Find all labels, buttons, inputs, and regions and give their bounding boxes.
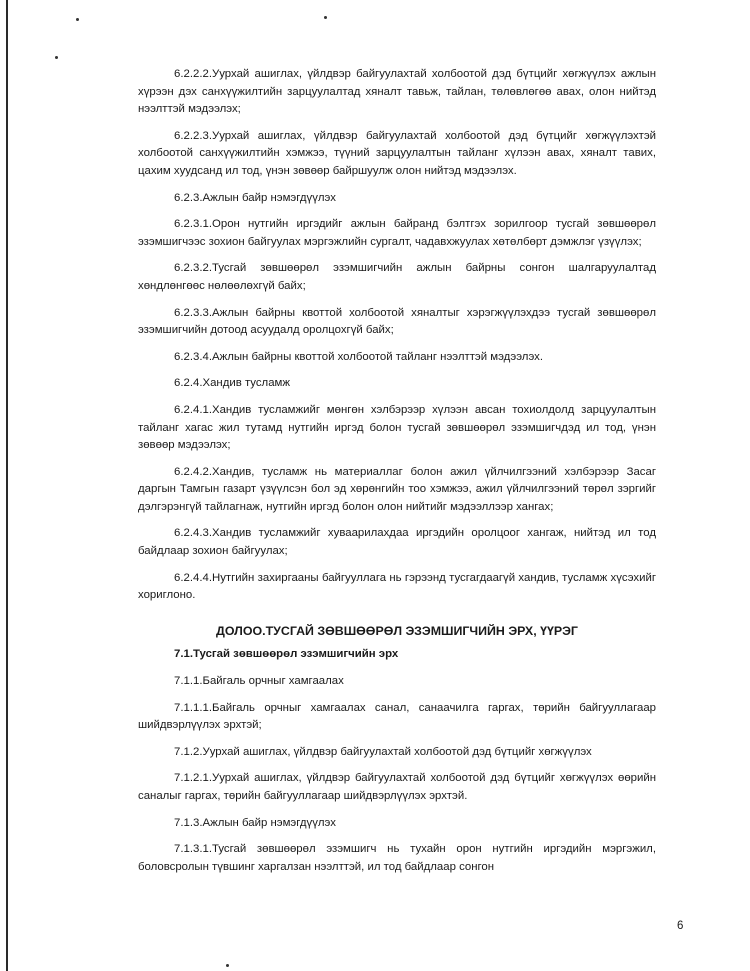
clause-6-2-3-4: 6.2.3.4.Ажлын байрны квоттой холбоотой тайланг нээлттэй мэдээлэх. [174,350,543,363]
clause-heading-6-2-3: 6.2.3.Ажлын байр нэмэгдүүлэх [174,191,336,204]
clause-7-1-3-1: 7.1.3.1.Тусгай зөвшөөрөл эзэмшигч нь тухайн орон нутгийн иргэдийн мэргэжил, боловсролын түвшинг харгалзан нээлттэй, ил тод байдлаар сонгон [138,843,656,873]
document-page [138,66,656,885]
scan-speck [55,56,58,59]
clause-6-2-3-1: 6.2.3.1.Орон нутгийн иргэдийг ажлын байранд бэлтгэх зорилгоор тусгай зөвшөөрөл эзэмшигчээс зохион байгуулах мэргэжлийн сургалт, чадавхжуулах хөтөлбөрт дэмжлэг үзүүлэх; [138,218,656,248]
section-title: 7.1.Тусгай зөвшөөрөл эзэмшигчийн эрх [174,648,399,661]
clause-heading-7-1-1: 7.1.1.Байгаль орчныг хамгаалах [174,675,344,688]
scan-speck [76,18,79,21]
clause-6-2-3-3: 6.2.3.3.Ажлын байрны квоттой холбоотой хяналтыг хэрэгжүүлэхдээ тусгай зөвшөөрөл эзэмшигчийн дотоод асуудалд оролцохгүй байх; [138,306,656,337]
clause-heading-6-2-4: 6.2.4.Хандив тусламж [174,377,290,390]
scan-speck [324,16,327,19]
clause-6-2-3-2: 6.2.3.2.Тусгай зөвшөөрөл эзэмшигчийн ажлын байрны сонгон шалгаруулалтад хөндлөнгөөс нөлөөлөхгүй байх; [138,262,656,292]
page-number: 6 [677,920,684,932]
scan-border-line [6,0,8,971]
clause-6-2-2-3: 6.2.2.3.Уурхай ашиглах, үйлдвэр байгуулахтай холбоотой дэд бүтцийг хөгжүүлэхтэй холбоотой санхүүжилтийн хэмжээ, түүний зарцуулалтын тайланг хүлээн авах, хяналт тавих, цахим хуудсанд ил тод, үнэн зөвөөр байршуулж олон нийтэд мэдээлэх. [138,129,656,177]
chapter-title: ДОЛОО.ТУСГАЙ ЗӨВШӨӨРӨЛ ЭЗЭМШИГЧИЙН ЭРХ, ҮҮРЭГ [216,623,578,638]
clause-6-2-4-2: 6.2.4.2.Хандив, тусламж нь материаллаг болон ажил үйлчилгээний хэлбэрээр Засаг даргын Тамгын газарт үзүүлсэн бол эд хөрөнгийн тоо хэмжээ, ажил үйлчилгээний төрөл зэргийг дэлгэрэнгүй тайлагнаж, нутгийн иргэд болон олон нийтийг мэдээллээр хангах; [138,465,656,513]
clause-heading-7-1-3: 7.1.3.Ажлын байр нэмэгдүүлэх [174,816,336,829]
clause-6-2-4-3: 6.2.4.3.Хандив тусламжийг хуваарилахдаа иргэдийн оролцоог хангаж, нийтэд ил тод байдлаар зохион байгуулах; [138,527,656,558]
clause-7-1-1-1: 7.1.1.1.Байгаль орчныг хамгаалах санал, санаачилга гаргах, төрийн байгууллагаар шийдвэрлүүлэх эрхтэй; [138,701,656,732]
clause-6-2-2-2: 6.2.2.2.Уурхай ашиглах, үйлдвэр байгуулахтай холбоотой дэд бүтцийг хөгжүүлэх ажлын хүрээн дэх санхүүжилтийн зарцуулалтад хяналт тавьж, тайлан, төлөвлөгөө авах, олон нийтэд нээлттэй мэдээлэх; [138,68,656,116]
clause-6-2-4-1: 6.2.4.1.Хандив тусламжийг мөнгөн хэлбэрээр хүлээн авсан тохиолдолд зарцуулалтын тайланг хагас жил тутамд нутгийн иргэд болон тусгай зөвшөөрөл эзэмшигчдэд ил тод, үнэн зөвөөр мэдээлэх; [138,403,656,452]
clause-6-2-4-4: 6.2.4.4.Нутгийн захиргааны байгууллага нь гэрээнд тусгагдаагүй хандив, тусламж хүсэхийг хориглоно. [138,571,656,602]
clause-heading-7-1-2: 7.1.2.Уурхай ашиглах, үйлдвэр байгуулахтай холбоотой дэд бүтцийг хөгжүүлэх [174,745,592,758]
clause-7-1-2-1: 7.1.2.1.Уурхай ашиглах, үйлдвэр байгуулахтай холбоотой дэд бүтцийг хөгжүүлэх өөрийн саналыг гаргах, төрийн байгууллагаар шийдвэрлүүлэх эрхтэй. [138,772,656,802]
scan-speck [226,964,229,967]
